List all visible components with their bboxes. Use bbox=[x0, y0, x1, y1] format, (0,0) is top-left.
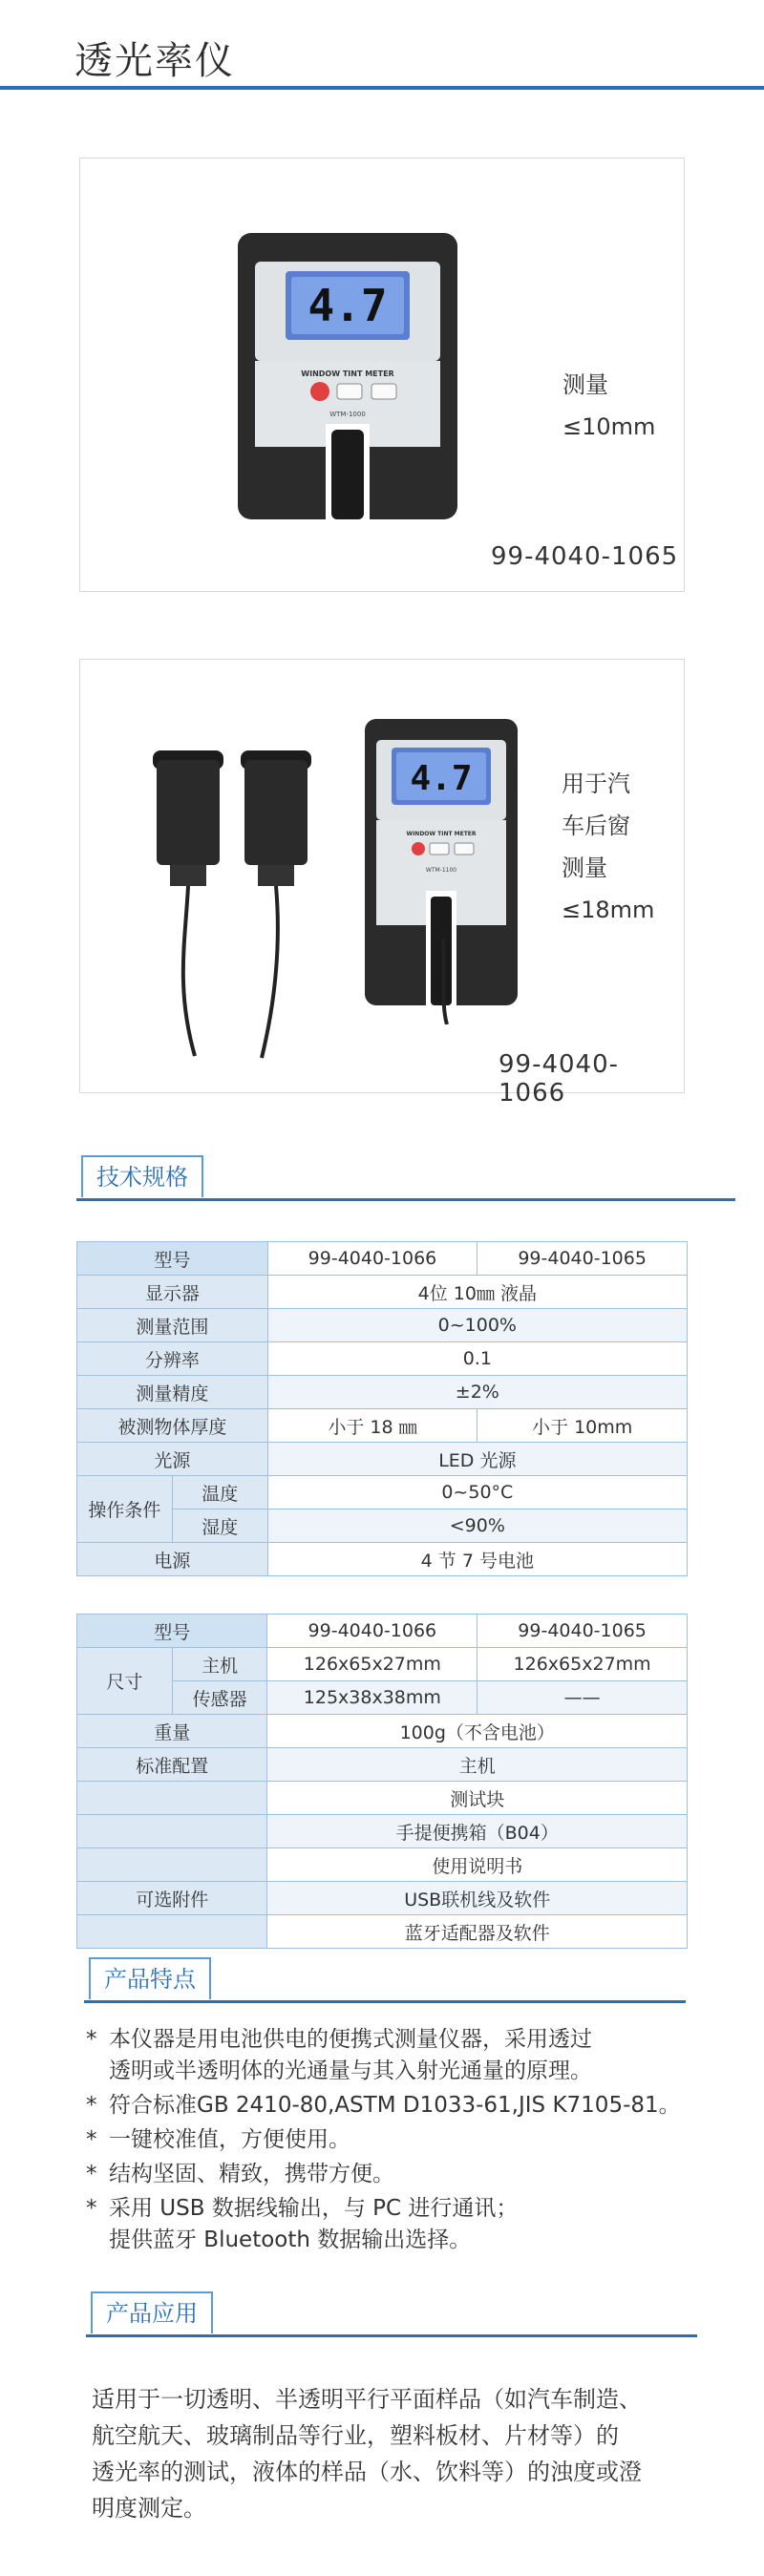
table-cell: 可选附件 bbox=[77, 1882, 267, 1915]
table-cell: 电源 bbox=[77, 1543, 268, 1576]
section-header-features bbox=[84, 1957, 695, 2005]
table-cell: 蓝牙适配器及软件 bbox=[267, 1915, 688, 1949]
section-tab-spec: 技术规格 bbox=[81, 1155, 203, 1197]
table-cell: 传感器 bbox=[172, 1681, 267, 1715]
table-cell: <90% bbox=[267, 1510, 687, 1543]
table-cell: 主机 bbox=[267, 1748, 688, 1782]
table-cell: 99-4040-1065 bbox=[478, 1615, 688, 1648]
meter-model-label: WTM-1000 bbox=[329, 411, 366, 418]
meter-image-1065 bbox=[238, 233, 457, 519]
table-row bbox=[77, 1815, 688, 1848]
section-tab-features: 产品特点 bbox=[89, 1957, 211, 1999]
table-cell: 99-4040-1066 bbox=[267, 1242, 478, 1276]
product-note-1066: 用于汽 车后窗 测量 ≤18mm bbox=[562, 771, 655, 923]
section-rule bbox=[84, 2000, 686, 2003]
section-tab-apps: 产品应用 bbox=[91, 2291, 213, 2333]
feature-list bbox=[86, 2024, 716, 2259]
table-cell: 0.1 bbox=[267, 1342, 687, 1376]
table-row bbox=[77, 1648, 688, 1681]
table-row bbox=[77, 1309, 688, 1342]
table-row bbox=[77, 1376, 688, 1409]
bullet-star-icon: * bbox=[86, 2127, 97, 2152]
product-card-1066 bbox=[79, 659, 685, 1108]
bullet-star-icon: * bbox=[86, 2093, 97, 2118]
table-cell bbox=[77, 1848, 267, 1882]
table-cell: 126x65x27mm bbox=[267, 1648, 478, 1681]
product-code-1066: 99-4040-1066 bbox=[499, 1050, 620, 1108]
table-row bbox=[77, 1242, 688, 1276]
table-row bbox=[77, 1782, 688, 1815]
bullet-star-icon: * bbox=[86, 2196, 97, 2221]
table-cell: 尺寸 bbox=[77, 1648, 173, 1715]
list-item: * 结构坚固、精致，携带方便。 bbox=[86, 2159, 716, 2190]
table-cell: 125x38x38mm bbox=[267, 1681, 478, 1715]
list-item: * 一键校准值，方便使用。 bbox=[86, 2124, 716, 2156]
table-cell: 标准配置 bbox=[77, 1748, 267, 1782]
section-header-apps bbox=[86, 2291, 697, 2339]
list-item: * 符合标准GB 2410-80,ASTM D1033-61,JIS K7105-81。 bbox=[86, 2090, 716, 2122]
meter-model-label: WTM-1100 bbox=[425, 867, 457, 874]
table-cell: 型号 bbox=[77, 1615, 267, 1648]
applications-paragraph: 适用于一切透明、半透明平行平面样品（如汽车制造、 航空航天、玻璃制品等行业，塑料板材、片材等）的 透光率的测试，液体的样品（水、饮料等）的浊度或澄 明度测定。 bbox=[92, 2386, 642, 2522]
bullet-star-icon: * bbox=[86, 2162, 97, 2186]
table-cell: 显示器 bbox=[77, 1276, 268, 1309]
list-item: * 采用 USB 数据线输出，与 PC 进行通讯； 提供蓝牙 Bluetooth 数据输出选择。 bbox=[86, 2193, 716, 2256]
table-cell: LED 光源 bbox=[267, 1443, 687, 1476]
table-cell: 湿度 bbox=[172, 1510, 267, 1543]
table-row bbox=[77, 1476, 688, 1510]
table-row bbox=[77, 1409, 688, 1443]
page-title: 透光率仪 bbox=[74, 39, 235, 83]
table-row bbox=[77, 1915, 688, 1949]
title-divider bbox=[0, 86, 764, 90]
table-cell: 分辨率 bbox=[77, 1342, 268, 1376]
table-cell: 4位 10㎜ 液晶 bbox=[267, 1276, 687, 1309]
table-row bbox=[77, 1443, 688, 1476]
table-cell: ±2% bbox=[267, 1376, 687, 1409]
table-cell: 操作条件 bbox=[77, 1476, 173, 1543]
table-row bbox=[77, 1882, 688, 1915]
table-cell: 小于 10mm bbox=[478, 1409, 688, 1443]
table-row bbox=[77, 1615, 688, 1648]
table-cell: 使用说明书 bbox=[267, 1848, 688, 1882]
meter-brand-label: WINDOW TINT METER bbox=[406, 831, 477, 837]
table-cell: 测试块 bbox=[267, 1782, 688, 1815]
table-cell: 小于 18 ㎜ bbox=[267, 1409, 478, 1443]
product-code-1065: 99-4040-1065 bbox=[491, 542, 679, 571]
table-cell: 126x65x27mm bbox=[478, 1648, 688, 1681]
table-cell: 测量范围 bbox=[77, 1309, 268, 1342]
section-header-spec bbox=[76, 1155, 688, 1203]
sensor-probes-image bbox=[138, 750, 329, 1066]
table-cell: 重量 bbox=[77, 1715, 267, 1748]
product-note-1065: 测量 ≤10mm bbox=[562, 371, 656, 440]
spec-table-1 bbox=[76, 1241, 688, 1576]
table-cell: 4 节 7 号电池 bbox=[267, 1543, 687, 1576]
list-item: * 本仪器是用电池供电的便携式测量仪器，采用透过 透明或半透明体的光通量与其入射光通量的原理。 bbox=[86, 2024, 716, 2087]
table-cell: 99-4040-1066 bbox=[267, 1615, 478, 1648]
table-cell: 主机 bbox=[172, 1648, 267, 1681]
product-card-1065 bbox=[79, 158, 685, 592]
table-row bbox=[77, 1342, 688, 1376]
section-rule bbox=[86, 2334, 697, 2337]
meter-brand-label: WINDOW TINT METER bbox=[301, 370, 394, 378]
table-cell bbox=[77, 1815, 267, 1848]
table-cell bbox=[77, 1915, 267, 1949]
table-cell: 0~100% bbox=[267, 1309, 687, 1342]
meter-image-1066 bbox=[365, 719, 518, 1024]
table-cell: —— bbox=[478, 1681, 688, 1715]
meter-display-value: 4.7 bbox=[410, 759, 473, 798]
table-row bbox=[77, 1748, 688, 1782]
meter-display-value: 4.7 bbox=[308, 280, 388, 331]
table-row bbox=[77, 1276, 688, 1309]
table-row bbox=[77, 1543, 688, 1576]
table-cell: 温度 bbox=[172, 1476, 267, 1510]
table-cell: 光源 bbox=[77, 1443, 268, 1476]
section-rule bbox=[76, 1198, 735, 1201]
table-cell: 99-4040-1065 bbox=[478, 1242, 688, 1276]
table-cell: USB联机线及软件 bbox=[267, 1882, 688, 1915]
table-cell: 手提便携箱（B04） bbox=[267, 1815, 688, 1848]
bullet-star-icon: * bbox=[86, 2027, 97, 2052]
table-cell bbox=[77, 1782, 267, 1815]
table-cell: 0~50°C bbox=[267, 1476, 687, 1510]
table-cell: 100g（不含电池） bbox=[267, 1715, 688, 1748]
spec-table-2 bbox=[76, 1614, 688, 1949]
table-cell: 型号 bbox=[77, 1242, 268, 1276]
table-row bbox=[77, 1715, 688, 1748]
table-row bbox=[77, 1848, 688, 1882]
table-cell: 测量精度 bbox=[77, 1376, 268, 1409]
table-cell: 被测物体厚度 bbox=[77, 1409, 268, 1443]
